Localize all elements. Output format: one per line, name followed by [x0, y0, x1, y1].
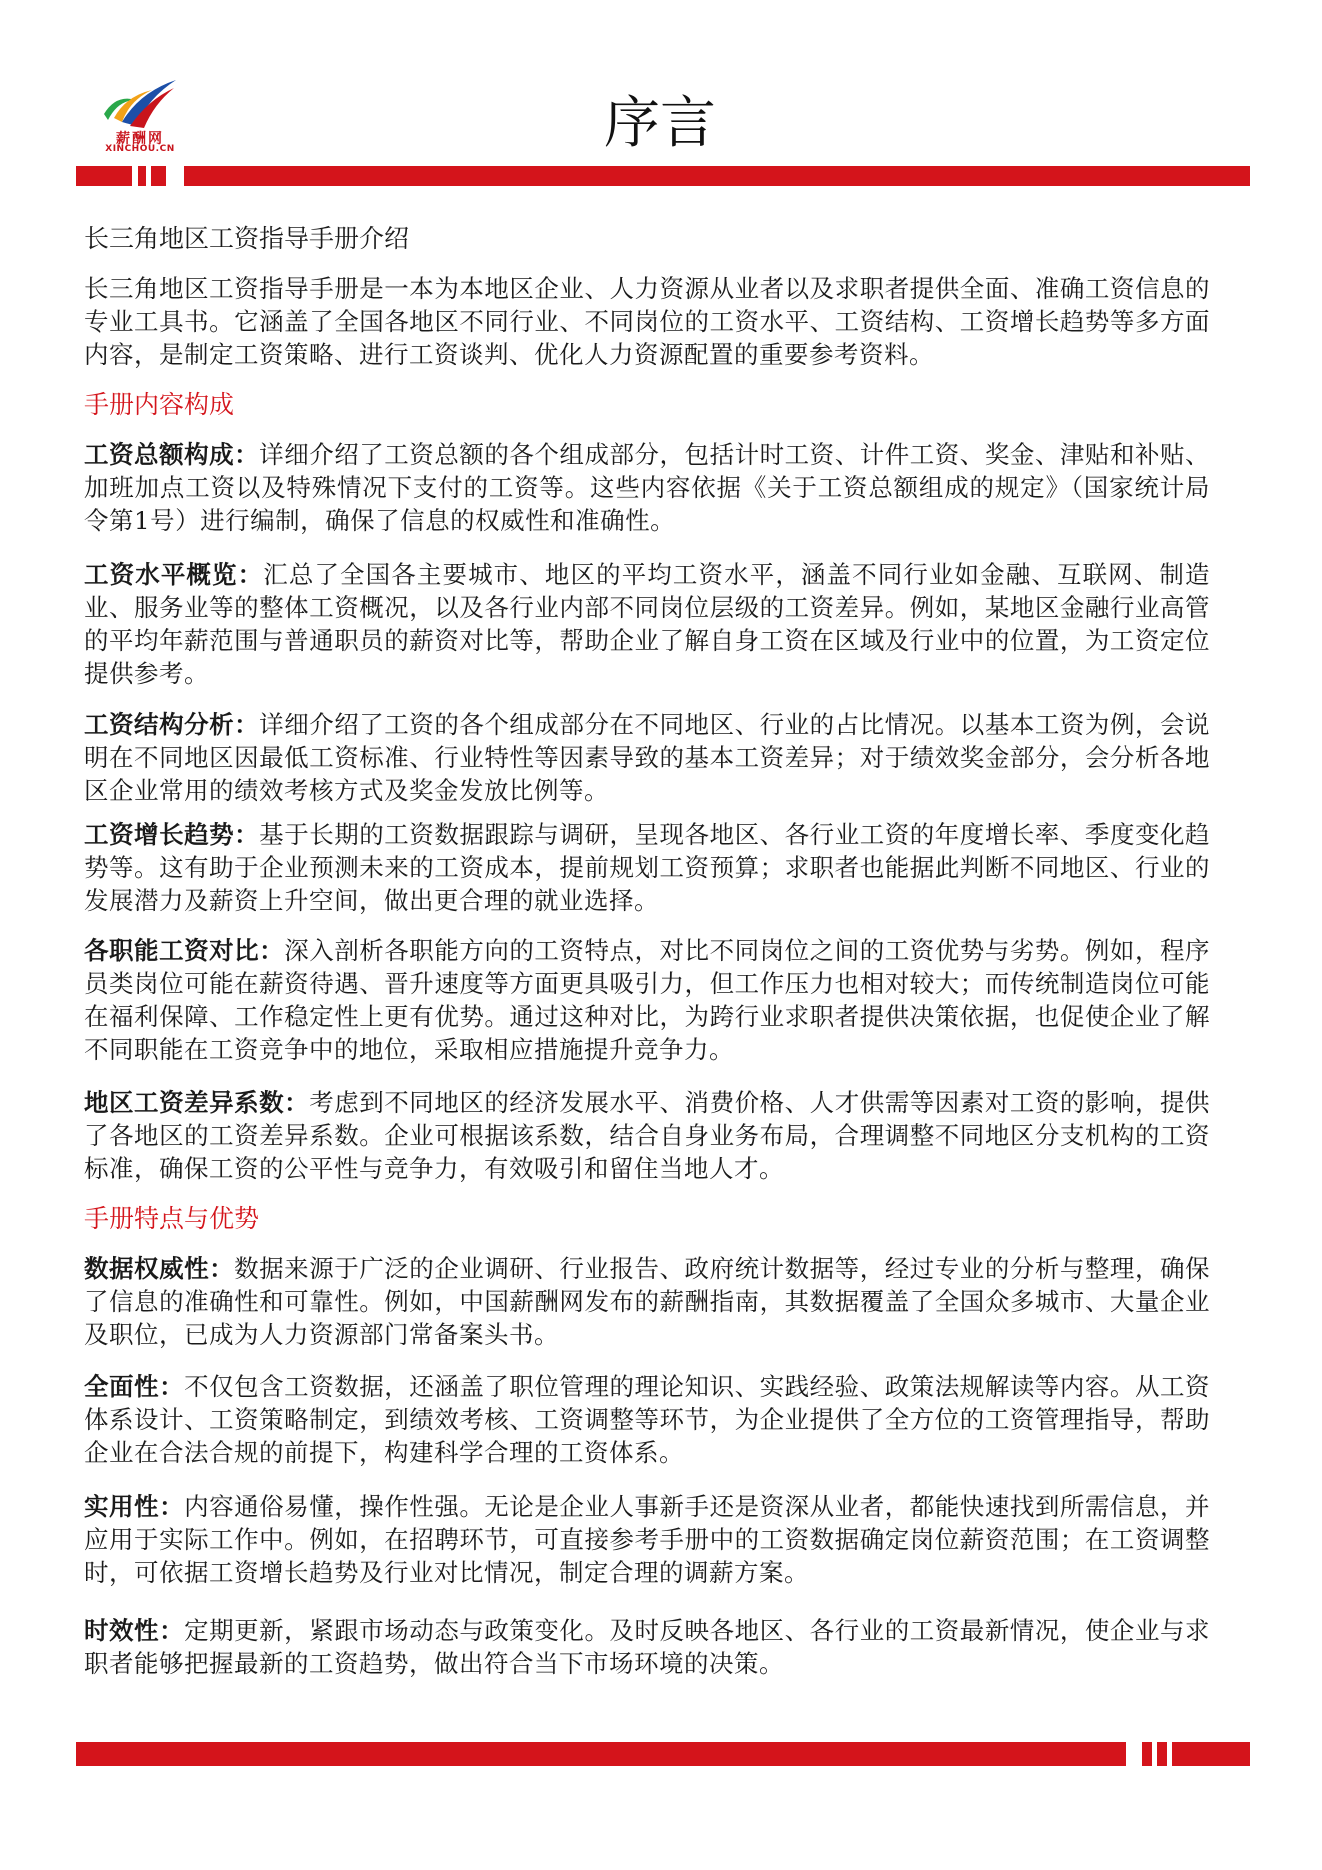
logo-text-en: XINCHOU.CN: [105, 144, 175, 154]
item-label: 实用性：: [84, 1492, 185, 1521]
item-label: 工资水平概览：: [84, 560, 264, 589]
contents-item: [84, 1086, 1210, 1185]
item-label: 工资结构分析：: [84, 710, 260, 739]
contents-item: [84, 818, 1210, 917]
features-item: [84, 1370, 1210, 1469]
item-text: 考虑到不同地区的经济发展水平、消费价格、人才供需等因素对工资的影响，提供了各地区的工资差异系数。企业可根据该系数，结合自身业务布局，合理调整不同地区分支机构的工资标准，确保工资的公平性与竞争力，有效吸引和留住当地人才。: [84, 1088, 1211, 1183]
item-label: 各职能工资对比：: [84, 936, 285, 965]
intro-paragraph: 长三角地区工资指导手册是一本为本地区企业、人力资源从业者以及求职者提供全面、准确工资信息的专业工具书。它涵盖了全国各地区不同行业、不同岗位的工资水平、工资结构、工资增长趋势等多方面内容，是制定工资策略、进行工资谈判、优化人力资源配置的重要参考资料。: [84, 274, 1210, 369]
contents-item: [84, 438, 1210, 537]
item-label: 数据权威性：: [84, 1254, 235, 1283]
item-label: 地区工资差异系数：: [84, 1088, 310, 1117]
brand-logo: [96, 80, 178, 156]
section-heading-contents: 手册内容构成: [84, 390, 235, 419]
item-label: 工资总额构成：: [84, 440, 260, 469]
contents-item: [84, 934, 1210, 1066]
logo-text-cn: 薪酬网: [116, 131, 164, 147]
item-label: 工资增长趋势：: [84, 820, 260, 849]
features-item: [84, 1490, 1210, 1589]
contents-item: [84, 558, 1210, 690]
contents-item: [84, 708, 1210, 807]
item-text: 详细介绍了工资总额的各个组成部分，包括计时工资、计件工资、奖金、津贴和补贴、加班加点工资以及特殊情况下支付的工资等。这些内容依据《关于工资总额组成的规定》（国家统计局令第1号）进行编制，确保了信息的权威性和准确性。: [84, 440, 1211, 535]
item-text: 基于长期的工资数据跟踪与调研，呈现各地区、各行业工资的年度增长率、季度变化趋势等。这有助于企业预测未来的工资成本，提前规划工资预算；求职者也能据此判断不同地区、行业的发展潜力及薪资上升空间，做出更合理的就业选择。: [84, 820, 1211, 915]
item-text: 数据来源于广泛的企业调研、行业报告、政府统计数据等，经过专业的分析与整理，确保了信息的准确性和可靠性。例如，中国薪酬网发布的薪酬指南，其数据覆盖了全国众多城市、大量企业及职位，已成为人力资源部门常备案头书。: [84, 1254, 1211, 1349]
page-title: 序言: [604, 91, 716, 156]
item-label: 时效性：: [84, 1616, 185, 1645]
item-text: 详细介绍了工资的各个组成部分在不同地区、行业的占比情况。以基本工资为例，会说明在不同地区因最低工资标准、行业特性等因素导致的基本工资差异；对于绩效奖金部分，会分析各地区企业常用的绩效考核方式及奖金发放比例等。: [84, 710, 1211, 805]
item-text: 内容通俗易懂，操作性强。无论是企业人事新手还是资深从业者，都能快速找到所需信息，并应用于实际工作中。例如，在招聘环节，可直接参考手册中的工资数据确定岗位薪资范围；在工资调整时，可依据工资增长趋势及行业对比情况，制定合理的调薪方案。: [84, 1492, 1210, 1587]
features-item: [84, 1252, 1210, 1351]
item-label: 全面性：: [84, 1372, 185, 1401]
logo-swoosh-icon: [96, 80, 178, 130]
section-heading-features: 手册特点与优势: [84, 1204, 260, 1233]
item-text: 不仅包含工资数据，还涵盖了职位管理的理论知识、实践经验、政策法规解读等内容。从工资体系设计、工资策略制定，到绩效考核、工资调整等环节，为企业提供了全方位的工资管理指导，帮助企业在合法合规的前提下，构建科学合理的工资体系。: [84, 1372, 1210, 1467]
features-item: [84, 1614, 1210, 1680]
intro-heading: 长三角地区工资指导手册介绍: [84, 224, 410, 253]
item-text: 深入剖析各职能方向的工资特点，对比不同岗位之间的工资优势与劣势。例如，程序员类岗位可能在薪资待遇、晋升速度等方面更具吸引力，但工作压力也相对较大；而传统制造岗位可能在福利保障、工作稳定性上更有优势。通过这种对比，为跨行业求职者提供决策依据，也促使企业了解不同职能在工资竞争中的地位，采取相应措施提升竞争力。: [84, 936, 1211, 1064]
item-text: 汇总了全国各主要城市、地区的平均工资水平，涵盖不同行业如金融、互联网、制造业、服务业等的整体工资概况，以及各行业内部不同岗位层级的工资差异。例如，某地区金融行业高管的平均年薪范围与普通职员的薪资对比等，帮助企业了解自身工资在区域及行业中的位置，为工资定位提供参考。: [84, 560, 1210, 688]
item-text: 定期更新，紧跟市场动态与政策变化。及时反映各地区、各行业的工资最新情况，使企业与求职者能够把握最新的工资趋势，做出符合当下市场环境的决策。: [84, 1616, 1210, 1678]
